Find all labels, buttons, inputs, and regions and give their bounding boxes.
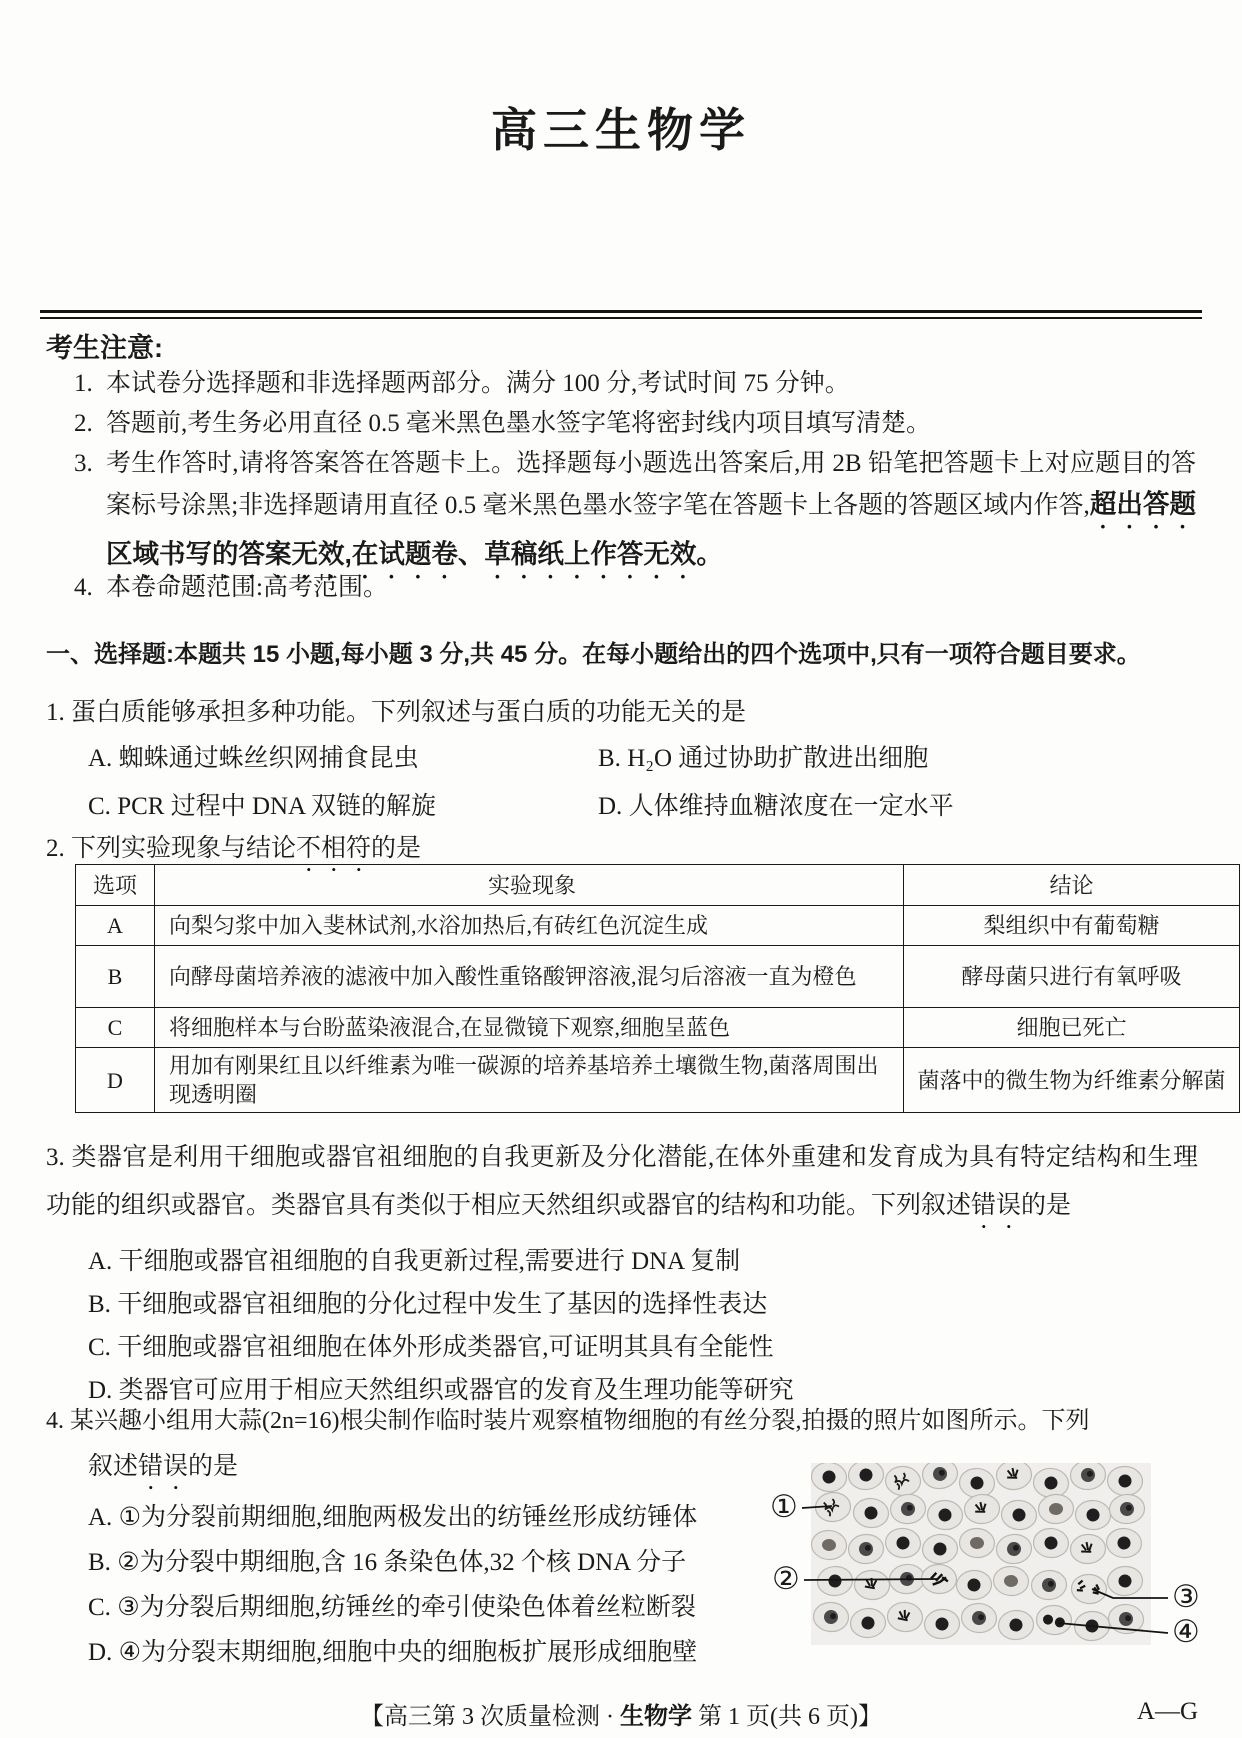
option-label: D. [88,1377,113,1404]
question-emphasized-text: 错误 [138,1453,189,1480]
notice-item-emphasized-text: 超出答题区域书写的答案无效,在试题卷、草稿纸上作答无效。 [106,489,1196,569]
option-label: D. [88,1639,113,1666]
table-header-phenomenon: 实验现象 [155,865,904,906]
option-label: C. [88,1594,111,1621]
figure-label-3: ③ [1172,1579,1200,1615]
notice-item-1 [46,364,1196,404]
question-emphasized-text: 错误 [971,1192,1022,1219]
question-text: 蛋白质能够承担多种功能。下列叙述与蛋白质的功能无关的是 [71,699,747,726]
option-text: 干细胞或器官祖细胞在体外形成类器官,可证明其具有全能性 [117,1334,774,1361]
option-label: C. [88,1334,111,1361]
page-footer [0,1696,1242,1731]
paper-version-code: A—G [1136,1698,1198,1725]
table-cell-option: D [76,1048,155,1113]
question-number: 1. [46,699,65,726]
table-row-c [76,1008,1240,1048]
option-label: A. [88,1248,113,1275]
double-rule-divider [40,310,1202,319]
table-cell-phenomenon: 用加有刚果红且以纤维素为唯一碳源的培养基培养土壤微生物,菌落周围出现透明圈 [155,1048,904,1113]
option-text: ①为分裂前期细胞,细胞两极发出的纺锤丝形成纺锤体 [118,1504,698,1531]
table-header-row [76,865,1240,906]
option-text: 干细胞或器官祖细胞的自我更新过程,需要进行 DNA 复制 [118,1248,741,1275]
question-1-option-a [88,738,419,774]
notice-item-text: 答题前,考生务必用直径 0.5 毫米黑色墨水签字笔将密封线内项目填写清楚。 [106,410,932,437]
notice-heading: 考生注意: [46,333,163,363]
notice-item-3 [46,444,1196,584]
table-cell-conclusion: 细胞已死亡 [904,1008,1240,1048]
notice-item-text: 本卷命题范围:高考范围。 [106,574,388,601]
question-3-option-c [88,1326,1198,1369]
option-label: B. [598,745,621,772]
table-row-d [76,1048,1240,1113]
footer-subject: 生物学 [620,1703,692,1730]
option-label: D. [598,793,623,820]
notice-item-text: 考生作答时,请将答案答在答题卡上。选择题每小题选出答案后,用 2B 铅笔把答题卡上对应题目的答案标号涂黑;非选择题请用直径 0.5 毫米黑色墨水签字笔在答题卡上各题的答题区域内作答, [106,450,1196,519]
table-cell-option: B [76,946,155,1008]
figure-label-4: ④ [1172,1614,1200,1650]
table-cell-phenomenon: 向梨匀浆中加入斐林试剂,水浴加热后,有砖红色沉淀生成 [155,906,904,946]
question-3-option-a [88,1240,1198,1283]
mitosis-micrograph-figure [768,1455,1228,1660]
page-title: 高三生物学 [491,105,751,156]
question-text: 类器官是利用干细胞或器官祖细胞的自我更新及分化潜能,在体外重建和发育成为具有特定结构和生理功能的组织或器官。类器官具有类似于相应天然组织或器官的结构和功能。下列叙述 [46,1144,1198,1219]
notice-item-text: 本试卷分选择题和非选择题两部分。满分 100 分,考试时间 75 分钟。 [106,370,850,397]
question-3 [46,1134,1198,1412]
option-label: B. [88,1549,111,1576]
table-row-a [76,906,1240,946]
table-cell-phenomenon: 向酵母菌培养液的滤液中加入酸性重铬酸钾溶液,混匀后溶液一直为橙色 [155,946,904,1008]
question-text: 某兴趣小组用大蒜(2n=16)根尖制作临时装片观察植物细胞的有丝分裂,拍摄的照片如图所示。下列 [70,1408,1090,1434]
option-text: ④为分裂末期细胞,细胞中央的细胞板扩展形成细胞壁 [118,1639,698,1666]
option-text: 蜘蛛通过蛛丝织网捕食昆虫 [118,745,419,772]
question-3-option-b [88,1283,1198,1326]
option-label: A. [88,745,113,772]
option-text: 干细胞或器官祖细胞的分化过程中发生了基因的选择性表达 [117,1291,768,1318]
section-heading: 一、选择题:本题共 15 小题,每小题 3 分,共 45 分。在每小题给出的四个选项中,只有一项符合题目要求。 [46,641,1141,668]
figure-label-1: ① [770,1489,798,1525]
question-text: 的是 [1021,1192,1072,1219]
question-1-option-c [88,786,436,822]
question-number: 4. [46,1408,64,1434]
question-text: 叙述 [88,1453,139,1480]
footer-page-info: 第 1 页(共 6 页)】 [692,1704,882,1730]
table-cell-conclusion: 菌落中的微生物为纤维素分解菌 [904,1048,1240,1113]
notice-item-number: 1. [74,370,93,397]
question-number: 2. [46,835,65,862]
table-cell-phenomenon: 将细胞样本与台盼蓝染液混合,在显微镜下观察,细胞呈蓝色 [155,1008,904,1048]
option-label: A. [88,1504,113,1531]
notice-item-2 [46,404,1196,444]
table-cell-option: C [76,1008,155,1048]
table-header-option: 选项 [76,865,155,906]
question-number: 3. [46,1144,65,1171]
question-1-stem [46,690,1196,736]
footer-text: 【高三第 3 次质量检测 · [360,1704,620,1730]
micrograph-image [811,1463,1151,1645]
table-cell-option: A [76,906,155,946]
notice-item-number: 3. [74,450,93,477]
question-3-stem [46,1134,1198,1234]
notice-item-4 [46,568,1196,608]
question-text: 的是 [188,1453,239,1480]
table-cell-conclusion: 梨组织中有葡萄糖 [904,906,1240,946]
option-text: 人体维持血糖浓度在一定水平 [628,793,954,820]
question-1-option-b [598,738,928,774]
option-label: C. [88,793,111,820]
question-1-option-d [598,786,954,822]
table-cell-conclusion: 酵母菌只进行有氧呼吸 [904,946,1240,1008]
option-text: ②为分裂中期细胞,含 16 条染色体,32 个核 DNA 分子 [117,1549,687,1576]
notice-item-number: 4. [74,574,93,601]
table-row-b [76,946,1240,1008]
notice-item-number: 2. [74,410,93,437]
question-text: 的是 [371,835,422,862]
question-emphasized-text: 不相符 [296,835,372,862]
option-text: 类器官可应用于相应天然组织或器官的发育及生理功能等研究 [118,1377,794,1404]
question-4-stem-line1 [46,1398,1198,1444]
option-text: ③为分裂后期细胞,纺锤丝的牵引使染色体着丝粒断裂 [117,1594,696,1621]
option-text: H₂O 通过协助扩散进出细胞 [627,745,929,772]
option-label: B. [88,1291,111,1318]
question-2-table [75,864,1240,1113]
figure-label-2: ② [772,1561,800,1597]
question-text: 下列实验现象与结论 [71,835,297,862]
table-header-conclusion: 结论 [904,865,1240,906]
option-text: PCR 过程中 DNA 双链的解旋 [117,793,436,820]
